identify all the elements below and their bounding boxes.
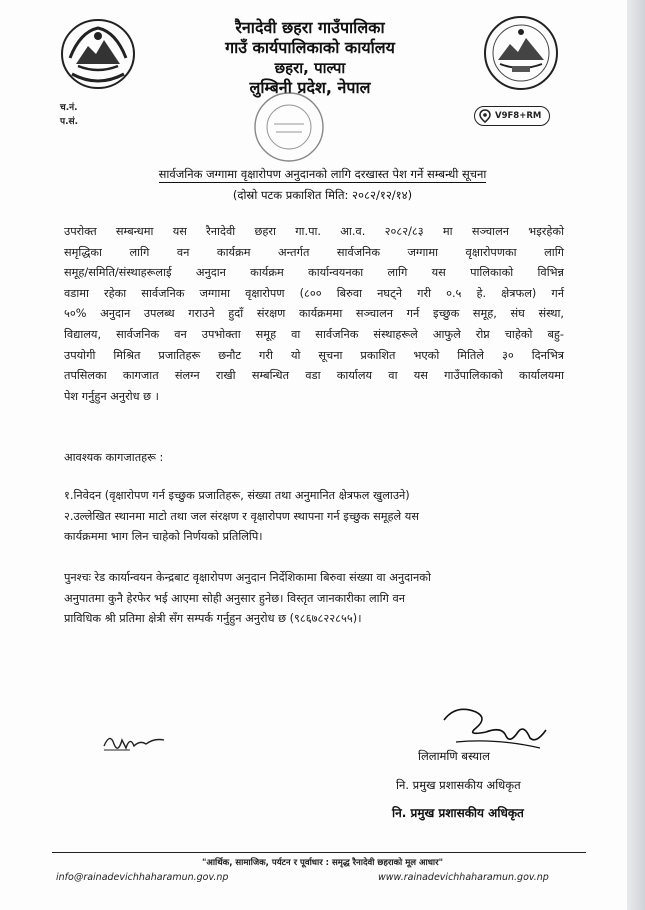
office-address: छहरा, पाल्पा bbox=[274, 59, 346, 77]
plus-code-badge bbox=[474, 106, 550, 126]
paragraph-line: अनुपातमा कुनै हेरफेर भई आएमा सोही अनुसार हुनेछ। विस्तृत जानकारीका लागि वन bbox=[64, 591, 405, 605]
paragraph-line: तपसिलका कागजात संलग्न राखी सम्बन्धित वडा कार्यालय वा यस गाउँपालिकाको कार्यालयमा bbox=[64, 369, 564, 383]
notice-paragraph-1 bbox=[64, 222, 564, 407]
signatory-name: लिलामणि बस्याल bbox=[418, 749, 490, 763]
letterhead bbox=[150, 18, 470, 98]
required-documents-heading: आवश्यक कागजातहरू : bbox=[64, 451, 164, 464]
signatory-position-stamp: नि. प्रमुख प्रशासकीय अधिकृत bbox=[392, 806, 524, 820]
paragraph-line: पेश गर्नुहुन अनुरोध छ । bbox=[64, 389, 159, 403]
paragraph-line: समृद्धिका लागि वन कार्यक्रम अन्तर्गत सार्वजनिक जग्गामा वृक्षारोपणका लागि bbox=[64, 245, 564, 259]
office-name: गाउँ कार्यपालिकाको कार्यालय bbox=[225, 38, 395, 57]
paragraph-line: वडामा रहेका सार्वजनिक जग्गामा वृक्षारोपण (८०० बिरुवा नघट्ने गरी ०.५ हे. क्षेत्रफल) गर्न bbox=[64, 286, 564, 300]
dispatch-number-label: च.नं. bbox=[60, 103, 78, 113]
footer-divider bbox=[52, 852, 586, 853]
paragraph-line: समूह/समिति/संस्थाहरूलाई अनुदान कार्यक्रम कार्यान्वयनका लागि यस पालिकाको विभिन्न bbox=[64, 266, 564, 280]
footer-slogan: "आर्थिक, सामाजिक, पर्यटन र पूर्वाधार : समृद्ध रैनादेवी छहराको मूल आधार" bbox=[201, 858, 444, 868]
list-item: २.उल्लेखित स्थानमा माटो तथा जल संरक्षण र वृक्षारोपण स्थापना गर्न इच्छुक समूहले यस bbox=[64, 509, 419, 523]
paragraph-line: उपरोक्त सम्बन्धमा यस रैनादेवी छहरा गा.पा. आ.व. २०८२/८३ मा सञ्चालन भइरहेको bbox=[64, 225, 564, 238]
paragraph-line: विद्यालय, सार्वजनिक वन उपभोक्ता समूह वा सार्वजनिक संस्थाहरूले आफुले रोप्न चाहेको बहु- bbox=[64, 327, 564, 341]
notice-subtitle: (दोस्रो पटक प्रकाशित मिति: २०८२/१२/१४) bbox=[232, 188, 413, 202]
footer-website-link[interactable]: www.rainadevichhaharamun.gov.np bbox=[378, 872, 549, 883]
office-stamp-icon bbox=[250, 88, 328, 166]
postscript-paragraph bbox=[64, 568, 564, 630]
municipality-logo-icon bbox=[482, 14, 560, 92]
signatory-position: नि. प्रमुख प्रशासकीय अधिकृत bbox=[396, 778, 521, 792]
paragraph-line: पुनश्चः रेड कार्यान्वयन केन्द्रबाट वृक्षारोपण अनुदान निर्देशिकामा बिरुवा संख्या वा अनुदानको bbox=[64, 571, 431, 584]
plus-code-text: V9F8+RM bbox=[495, 111, 542, 121]
location-pin-icon bbox=[479, 109, 491, 123]
municipality-name: रैनादेवी छहरा गाउँपालिका bbox=[235, 18, 385, 37]
page-edge-shadow bbox=[627, 0, 645, 910]
notice-title: सार्वजनिक जग्गामा वृक्षारोपण अनुदानको लागि दरखास्त पेश गर्ने सम्बन्धी सूचना bbox=[158, 167, 487, 181]
footer-email-link[interactable]: info@rainadevichhaharamun.gov.np bbox=[56, 872, 229, 883]
paragraph-line: प्राविधिक श्री प्रतिमा क्षेत्री सँग सम्पर्क गर्नुहुन अनुरोध छ (९८६७८२२८५५)। bbox=[64, 612, 362, 626]
officer-signature-icon bbox=[436, 702, 556, 754]
province-name: लुम्बिनी प्रदेश, नेपाल bbox=[249, 78, 371, 97]
letter-number-label: प.सं. bbox=[60, 117, 79, 127]
required-documents-list bbox=[64, 486, 564, 548]
left-signature-icon bbox=[100, 726, 170, 756]
nepal-emblem-icon bbox=[58, 14, 138, 92]
list-item: १.निवेदन (वृक्षारोपण गर्न इच्छुक प्रजातिहरू, संख्या तथा अनुमानित क्षेत्रफल खुलाउने) bbox=[64, 489, 410, 502]
paragraph-line: ५०% अनुदान उपलब्ध गराउने हुदाँ संरक्षण कार्यक्रममा सञ्चालन गर्न इच्छुक समूह, संघ संस्था, bbox=[64, 307, 564, 321]
paragraph-line: उपयोगी मिश्रित प्रजातिहरू छनौट गरी यो सूचना प्रकाशित भएको मितिले ३० दिनभित्र bbox=[64, 348, 564, 362]
list-item: कार्यक्रममा भाग लिन चाहेको निर्णयको प्रतिलिपि। bbox=[64, 530, 263, 544]
